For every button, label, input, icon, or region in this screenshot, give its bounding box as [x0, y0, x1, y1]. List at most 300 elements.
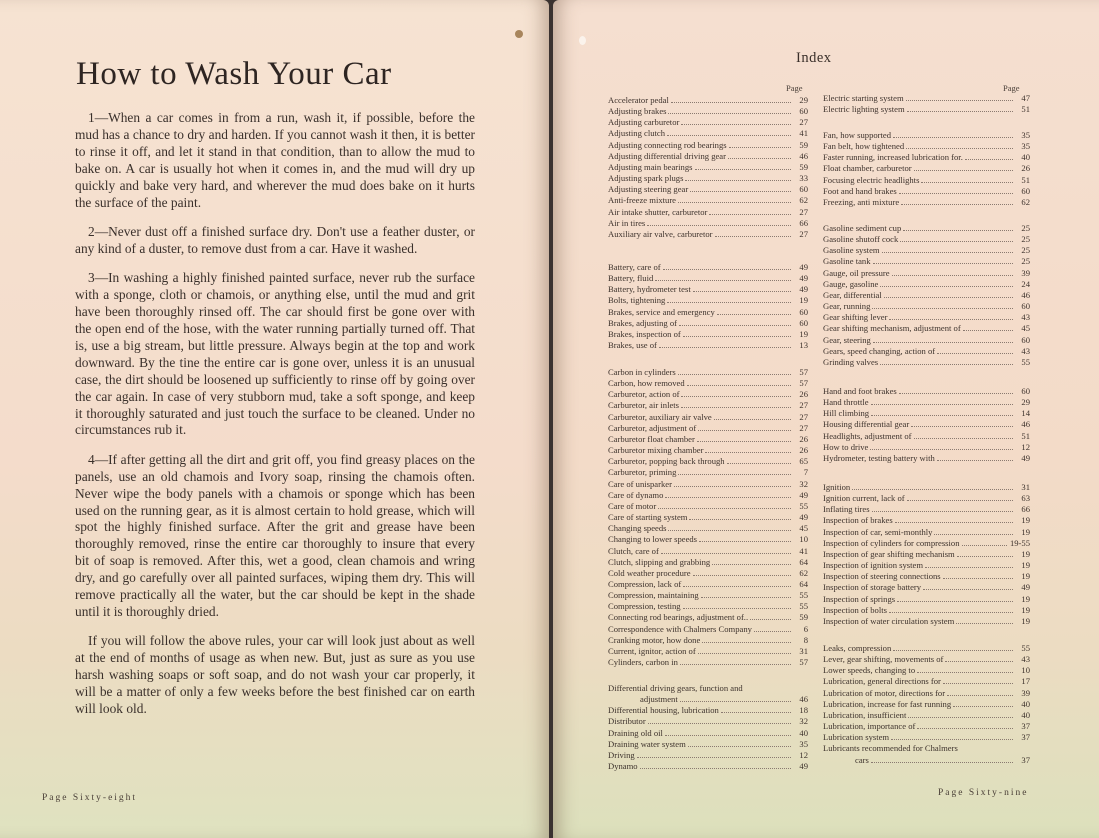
dot-leader — [872, 511, 1013, 512]
dot-leader — [957, 556, 1013, 557]
entry-label: Gears, speed changing, action of — [823, 345, 936, 356]
entry-label: Carbon in cylinders — [608, 367, 676, 377]
index-entry — [608, 694, 808, 705]
index-entry — [823, 290, 1030, 301]
dot-leader — [699, 541, 791, 542]
index-entry — [823, 431, 1030, 442]
left-page — [0, 0, 549, 838]
entry-label: Hydrometer, testing battery with — [823, 452, 935, 463]
dot-leader — [667, 135, 791, 136]
dot-leader — [655, 280, 791, 281]
dot-leader — [900, 241, 1013, 242]
entry-page-number: 41 — [799, 128, 808, 139]
index-entry — [608, 657, 808, 668]
entry-page-number: 29 — [799, 95, 808, 105]
entry-page-number: 27 — [799, 411, 808, 422]
dot-leader — [729, 147, 791, 148]
index-entry — [608, 739, 808, 750]
index-entry — [823, 442, 1030, 453]
entry-label: Foot and hand brakes — [823, 185, 897, 196]
dot-leader — [728, 158, 791, 159]
index-entry — [823, 93, 1030, 104]
index-entry — [823, 504, 1030, 515]
entry-page-number: 43 — [1021, 345, 1030, 356]
entry-label: Inspection of steering connections — [823, 571, 941, 582]
dot-leader — [685, 180, 791, 181]
dot-leader — [937, 460, 1013, 461]
entry-label: Electric lighting system — [823, 104, 905, 115]
paragraph: If you will follow the above rules, your car will look just about as well at the end of months of usage as when new. But, just as sure as you use harsh washing soaps or soft soap, and do not wash your car properly, it will be a matter of only a few weeks before the best finished car on earth will look old. — [75, 633, 475, 716]
dot-leader — [715, 236, 791, 237]
dot-leader — [871, 415, 1013, 416]
entry-page-number: 51 — [1021, 104, 1030, 115]
entry-page-number: 19 — [1021, 593, 1030, 604]
index-entry — [823, 312, 1030, 323]
dot-leader — [721, 712, 791, 713]
right-page — [553, 0, 1099, 838]
entry-label: Focusing electric headlights — [823, 174, 920, 185]
index-entry — [823, 527, 1030, 538]
dot-leader — [917, 672, 1013, 673]
index-group — [823, 386, 1030, 464]
entry-page-number: 19 — [799, 295, 808, 306]
index-entry — [823, 654, 1030, 665]
index-entry — [608, 512, 808, 523]
entry-label: Hand throttle — [823, 397, 869, 408]
entry-page-number: 32 — [799, 716, 808, 727]
stain-mark — [579, 36, 586, 45]
dot-leader — [750, 619, 791, 620]
entry-page-number: 37 — [1021, 721, 1030, 732]
dot-leader — [698, 430, 791, 431]
dot-leader — [647, 225, 791, 226]
entry-page-number: 66 — [1021, 504, 1030, 515]
entry-page-number: 25 — [1021, 245, 1030, 256]
entry-label: Care of unisparker — [608, 478, 672, 489]
entry-label: Brakes, adjusting of — [608, 317, 677, 328]
entry-page-number: 59 — [799, 139, 808, 150]
entry-page-number: 64 — [799, 556, 808, 567]
paragraph: 2—Never dust off a finished surface dry. Don't use a feather duster, or any kind of a duster, to remove dust from a car. Have it washed. — [75, 223, 475, 256]
index-entry — [823, 335, 1030, 346]
entry-page-number: 62 — [799, 567, 808, 578]
entry-page-number: 63 — [1021, 493, 1030, 504]
dot-leader — [680, 664, 791, 665]
stain-mark — [515, 30, 523, 38]
entry-label: Gear shifting lever — [823, 312, 888, 323]
entry-page-number: 49 — [799, 489, 808, 500]
entry-page-number: 10 — [1021, 665, 1030, 676]
index-entry — [608, 612, 808, 623]
entry-label: Care of dynamo — [608, 489, 664, 500]
entry-page-number: 49 — [799, 761, 808, 772]
entry-label: Freezing, anti mixture — [823, 196, 900, 207]
entry-page-number: 60 — [799, 317, 808, 328]
dot-leader — [943, 578, 1013, 579]
dot-leader — [674, 486, 791, 487]
index-entry — [608, 367, 808, 378]
index-entry — [608, 761, 808, 772]
dot-leader — [663, 269, 791, 270]
dot-leader — [925, 567, 1013, 568]
dot-leader — [693, 291, 791, 292]
index-entry — [823, 453, 1030, 464]
dot-leader — [891, 739, 1013, 740]
entry-label: Lubricants recommended for Chalmers — [823, 743, 958, 754]
entry-page-number: 40 — [1021, 709, 1030, 720]
index-entry — [608, 400, 808, 411]
page-column-heading: Page — [1003, 83, 1020, 93]
index-column-right — [823, 93, 1030, 783]
dot-leader — [697, 441, 791, 442]
dot-leader — [648, 723, 791, 724]
index-entry — [823, 346, 1030, 357]
index-entry — [608, 479, 808, 490]
dot-leader — [678, 202, 791, 203]
entry-label: Battery, care of — [608, 262, 661, 272]
entry-page-number: 49 — [799, 512, 808, 523]
entry-label: Battery, fluid — [608, 273, 654, 284]
dot-leader — [659, 347, 791, 348]
entry-page-number: 40 — [1021, 152, 1030, 163]
entry-label: Lever, gear shifting, movements of — [823, 654, 944, 665]
index-entry — [608, 218, 808, 229]
entry-page-number: 25 — [1021, 256, 1030, 267]
dot-leader — [889, 612, 1013, 613]
entry-page-number: 55 — [1021, 643, 1030, 653]
index-group — [823, 482, 1030, 627]
index-column-left — [608, 95, 808, 785]
entry-label: Carburetor float chamber — [608, 433, 695, 444]
entry-page-number: 19 — [1021, 571, 1030, 582]
dot-leader — [705, 452, 791, 453]
dot-leader — [899, 193, 1013, 194]
entry-label: Gasoline shutoff cock — [823, 234, 899, 245]
entry-page-number: 24 — [1021, 278, 1030, 289]
index-group — [823, 643, 1030, 766]
entry-page-number: 46 — [1021, 419, 1030, 430]
entry-label: Gasoline system — [823, 245, 880, 256]
dot-leader — [914, 438, 1013, 439]
index-entry — [608, 284, 808, 295]
dot-leader — [923, 589, 1013, 590]
index-entry — [823, 104, 1030, 115]
dot-leader — [667, 302, 791, 303]
index-entry — [823, 549, 1030, 560]
entry-label: Compression, testing — [608, 601, 681, 612]
entry-page-number: 60 — [1021, 386, 1030, 396]
entry-label: Gear, differential — [823, 289, 882, 300]
dot-leader — [683, 608, 791, 609]
entry-label: Adjusting spark plugs — [608, 173, 684, 184]
entry-page-number: 65 — [799, 456, 808, 467]
entry-label: Battery, hydrometer test — [608, 284, 691, 295]
dot-leader — [893, 650, 1013, 651]
entry-page-number: 14 — [1021, 408, 1030, 419]
index-entry — [608, 546, 808, 557]
index-entry — [823, 605, 1030, 616]
entry-page-number: 26 — [1021, 163, 1030, 174]
index-entry — [823, 386, 1030, 397]
entry-page-number: 49 — [799, 273, 808, 284]
paragraph: 4—If after getting all the dirt and grit off, you find greasy places on the panels, use an old chamois and Ivory soap, rinsing the chamois often. Never wipe the body panels with a chamois or sponge which has been used on the running gear, as it is almost certain to hold grease, which will spot the highly finished surface. After the grit and grease have been thoroughly removed, rinse the entire car thoroughly to insure that every bit of soap is removed. After this, wet a good, clean chamois and wring dry, and go carefully over all painted surfaces, wiping them dry. This will remove practically all the water, but the car should be kept in the shade until it is thoroughly dried. — [75, 451, 475, 619]
index-entry — [608, 273, 808, 284]
dot-leader — [701, 597, 791, 598]
index-entry — [608, 207, 808, 218]
entry-page-number: 7 — [803, 467, 808, 478]
entry-label: Cylinders, carbon in — [608, 657, 678, 668]
index-entry — [608, 456, 808, 467]
index-entry — [823, 197, 1030, 208]
entry-label: Clutch, care of — [608, 545, 659, 556]
entry-page-number: 43 — [1021, 654, 1030, 665]
index-group — [823, 130, 1030, 208]
entry-page-number: 49 — [799, 262, 808, 272]
entry-label: Carburetor, priming — [608, 467, 677, 478]
index-entry — [608, 523, 808, 534]
entry-label: Electric starting system — [823, 93, 904, 103]
index-entry — [608, 128, 808, 139]
entry-label: Carburetor, adjustment of — [608, 422, 697, 433]
entry-page-number: 59 — [799, 612, 808, 623]
dot-leader — [965, 159, 1013, 160]
entry-label: Carburetor, popping back through — [608, 456, 725, 467]
entry-page-number: 35 — [799, 738, 808, 749]
index-title: Index — [796, 50, 832, 66]
dot-leader — [893, 137, 1013, 138]
index-entry — [608, 423, 808, 434]
entry-label: Anti-freeze mixture — [608, 195, 676, 206]
index-entry — [823, 152, 1030, 163]
dot-leader — [907, 111, 1013, 112]
dot-leader — [947, 695, 1013, 696]
entry-page-number: 12 — [1021, 441, 1030, 452]
entry-label: Differential housing, lubrication — [608, 705, 719, 716]
entry-label: Inspection of storage battery — [823, 582, 922, 593]
dot-leader — [895, 522, 1013, 523]
entry-label: Inspection of water circulation system — [823, 615, 955, 626]
entry-label: Faster running, increased lubrication for. — [823, 152, 963, 163]
entry-label: Compression, lack of — [608, 578, 682, 589]
entry-label: Adjusting clutch — [608, 128, 666, 139]
entry-label: Gasoline sediment cup — [823, 223, 902, 233]
index-entry — [823, 186, 1030, 197]
dot-leader — [899, 393, 1013, 394]
entry-label: Gear, running — [823, 301, 871, 312]
entry-label: Auxiliary air valve, carburetor — [608, 228, 713, 239]
entry-page-number: 46 — [1021, 289, 1030, 300]
entry-label: Care of starting system — [608, 512, 688, 523]
dot-leader — [665, 735, 791, 736]
index-entry — [823, 699, 1030, 710]
entry-label: Cranking motor, how done — [608, 634, 701, 645]
index-entry — [823, 245, 1030, 256]
dot-leader — [637, 757, 791, 758]
index-entry — [608, 501, 808, 512]
entry-label: Lubrication, general directions for — [823, 676, 941, 687]
entry-page-number: 55 — [1021, 356, 1030, 367]
index-entry — [823, 279, 1030, 290]
entry-page-number: 60 — [799, 106, 808, 117]
entry-page-number: 26 — [799, 389, 808, 400]
entry-page-number: 60 — [799, 184, 808, 195]
index-group — [823, 93, 1030, 115]
index-entry — [823, 676, 1030, 687]
dot-leader — [937, 353, 1013, 354]
dot-leader — [680, 701, 791, 702]
dot-leader — [665, 497, 791, 498]
entry-label: Carburetor, action of — [608, 389, 680, 400]
entry-label: Brakes, service and emergency — [608, 306, 715, 317]
article-body — [75, 110, 475, 730]
index-entry — [608, 646, 808, 657]
entry-page-number: 8 — [803, 634, 808, 645]
entry-page-number: 49 — [799, 284, 808, 295]
index-entry — [608, 106, 808, 117]
entry-label: Carburetor, air inlets — [608, 400, 680, 411]
entry-label: How to drive — [823, 441, 869, 452]
paragraph: 3—In washing a highly finished painted surface, never rub the surface with a sponge, cloth or chamois, or anything else, until the mud and grit have been thoroughly rinsed off. The car should first be gone over with the open end of the hose, with the water running partially turned off. That is, use a big stream, but little pressure. Always begin at the top and work downward. By the tine the entire car is gone over, unless it is an unusual case, the dirt should be loosened up sufficiently to rinse off by going over the car again. In case of very stubborn mud, take a soft sponge, and keep it thoroughly saturated and just touch the surface to be cleaned. Under no circumstances rub it. — [75, 270, 475, 438]
dot-leader — [679, 325, 791, 326]
index-entry — [608, 378, 808, 389]
index-entry — [608, 716, 808, 727]
entry-page-number: 27 — [799, 422, 808, 433]
dot-leader — [689, 519, 791, 520]
dot-leader — [880, 286, 1013, 287]
index-group — [608, 683, 808, 772]
index-entry — [608, 705, 808, 716]
index-entry — [608, 117, 808, 128]
index-entry — [823, 323, 1030, 334]
entry-label: Inspection of springs — [823, 593, 896, 604]
index-group — [608, 262, 808, 351]
index-entry — [823, 397, 1030, 408]
dot-leader — [709, 214, 791, 215]
index-entry — [608, 229, 808, 240]
index-entry — [823, 268, 1030, 279]
index-entry — [608, 412, 808, 423]
dot-leader — [688, 746, 791, 747]
entry-page-number: 55 — [799, 590, 808, 601]
entry-page-number: 25 — [1021, 234, 1030, 245]
entry-label: Leaks, compression — [823, 643, 892, 653]
page-column-heading: Page — [786, 83, 803, 93]
entry-page-number: 10 — [799, 534, 808, 545]
entry-label: Lubrication, increase for fast running — [823, 698, 952, 709]
dot-leader — [917, 728, 1013, 729]
index-entry — [608, 173, 808, 184]
entry-page-number: 49 — [1021, 452, 1030, 463]
entry-label: Compression, maintaining — [608, 590, 699, 601]
index-entry — [823, 616, 1030, 627]
entry-page-number: 17 — [1021, 676, 1030, 687]
dot-leader — [698, 653, 791, 654]
dot-leader — [727, 463, 791, 464]
index-entry — [608, 490, 808, 501]
index-entry — [608, 590, 808, 601]
entry-label: Adjusting differential driving gear — [608, 150, 726, 161]
entry-page-number: 46 — [799, 150, 808, 161]
entry-label: Carburetor mixing chamber — [608, 445, 704, 456]
index-entry — [823, 710, 1030, 721]
entry-label: Inspection of ignition system — [823, 560, 924, 571]
entry-label: Distributor — [608, 716, 646, 727]
dot-leader — [871, 762, 1013, 763]
dot-leader — [640, 768, 791, 769]
entry-label: Changing to lower speeds — [608, 534, 698, 545]
entry-page-number: 47 — [1021, 93, 1030, 103]
dot-leader — [911, 426, 1013, 427]
dot-leader — [671, 102, 791, 103]
paragraph: 1—When a car comes in from a run, wash it, if possible, before the mud has a chance to dry and harden. If you cannot wash it then, it is better to rinse it off, and let it stand in that condition, than to allow the mud to bake on. A car is usually hot when it comes in, and the mud will dry up quickly and bake very hard, and wherever the mud does bake on it hurts the surface of the paint. — [75, 110, 475, 210]
entry-label: Care of motor — [608, 500, 657, 511]
entry-page-number: 46 — [799, 694, 808, 705]
dot-leader — [658, 508, 791, 509]
entry-label: Clutch, slipping and grabbing — [608, 556, 711, 567]
index-entry — [823, 256, 1030, 267]
entry-label: Current, ignitor, action of — [608, 645, 696, 656]
entry-label: Float chamber, carburetor — [823, 163, 912, 174]
entry-label: Bolts, tightening — [608, 295, 666, 306]
dot-leader — [882, 252, 1013, 253]
index-entry — [823, 175, 1030, 186]
entry-label: Hand and foot brakes — [823, 386, 897, 396]
entry-label: Carburetor, auxiliary air valve — [608, 411, 712, 422]
entry-page-number: 57 — [799, 378, 808, 389]
entry-page-number: 40 — [799, 727, 808, 738]
dot-leader — [908, 717, 1013, 718]
index-entry — [823, 357, 1030, 368]
dot-leader — [945, 661, 1013, 662]
dot-leader — [906, 148, 1013, 149]
dot-leader — [712, 564, 791, 565]
dot-leader — [678, 374, 791, 375]
entry-label: Inspection of cylinders for compression — [823, 537, 960, 548]
entry-page-number: 19 — [1021, 615, 1030, 626]
dot-leader — [873, 263, 1014, 264]
entry-label: Hill climbing — [823, 408, 870, 419]
index-entry — [823, 515, 1030, 526]
entry-page-number: 12 — [799, 749, 808, 760]
entry-page-number: 45 — [1021, 323, 1030, 334]
entry-page-number: 13 — [799, 340, 808, 351]
dot-leader — [870, 449, 1013, 450]
index-group — [823, 223, 1030, 368]
entry-label: Air in tires — [608, 217, 646, 228]
entry-label: Draining water system — [608, 738, 686, 749]
entry-label: Air intake shutter, carburetor — [608, 206, 708, 217]
entry-label: Dynamo — [608, 761, 638, 772]
dot-leader — [683, 586, 791, 587]
entry-page-number: 35 — [1021, 130, 1030, 140]
dot-leader — [892, 275, 1013, 276]
entry-label: Gasoline tank — [823, 256, 871, 267]
index-entry — [823, 571, 1030, 582]
entry-label: Cold weather procedure — [608, 567, 691, 578]
index-entry — [608, 295, 808, 306]
entry-label: Ignition current, lack of — [823, 493, 905, 504]
entry-label: Correspondence with Chalmers Company — [608, 623, 752, 634]
index-entry — [608, 467, 808, 478]
index-entry — [823, 732, 1030, 743]
index-entry — [823, 408, 1030, 419]
entry-label: Carbon, how removed — [608, 378, 685, 389]
index-entry — [608, 95, 808, 106]
index-entry — [608, 329, 808, 340]
dot-leader — [884, 297, 1013, 298]
index-entry — [608, 534, 808, 545]
entry-label: Adjusting carburetor — [608, 117, 680, 128]
